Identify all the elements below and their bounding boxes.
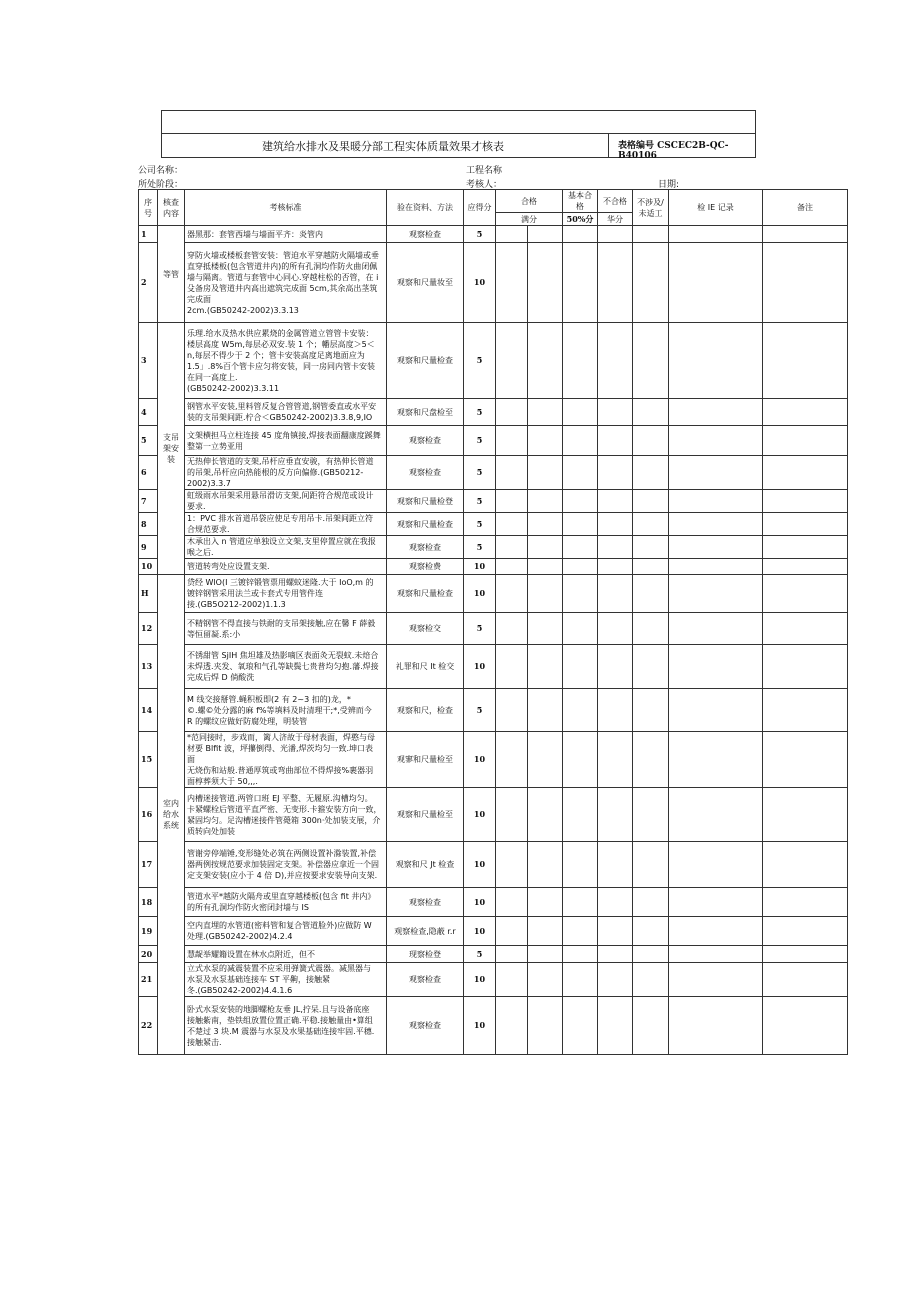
entry-cell <box>669 946 763 963</box>
entry-cell <box>598 243 633 323</box>
entry-cell <box>669 732 763 788</box>
standard-text: 管道转弯处应设置支架. <box>185 559 387 575</box>
score-value: 5 <box>464 689 496 732</box>
group-label: 支吊架安装 <box>158 323 185 575</box>
check-method: 观寥和尺量检至 <box>387 732 464 788</box>
score-value: 5 <box>464 399 496 426</box>
entry-cell <box>763 575 848 613</box>
entry-cell <box>563 226 598 243</box>
col-score: 应得分 <box>464 190 496 226</box>
table-row <box>139 243 848 323</box>
entry-cell <box>598 946 633 963</box>
entry-cell <box>633 323 669 399</box>
entry-cell <box>598 613 633 645</box>
check-method: 观察检费 <box>387 559 464 575</box>
entry-cell <box>763 689 848 732</box>
check-method: 观察和尺量检查 <box>387 513 464 536</box>
entry-cell <box>763 645 848 689</box>
entry-cell <box>528 513 563 536</box>
entry-cell <box>763 888 848 917</box>
entry-cell <box>528 456 563 490</box>
entry-cell <box>763 963 848 997</box>
entry-cell <box>669 689 763 732</box>
entry-cell <box>598 917 633 946</box>
score-value: 10 <box>464 917 496 946</box>
divider <box>162 133 755 134</box>
entry-cell <box>598 689 633 732</box>
entry-cell <box>598 645 633 689</box>
entry-cell <box>528 888 563 917</box>
col-basic: 基本合格 <box>563 190 598 213</box>
score-value: 5 <box>464 456 496 490</box>
entry-cell <box>669 613 763 645</box>
entry-cell <box>669 788 763 842</box>
entry-cell <box>669 997 763 1055</box>
entry-cell <box>496 513 528 536</box>
entry-cell <box>496 888 528 917</box>
entry-cell <box>598 575 633 613</box>
check-method: 观察和尺量检至 <box>387 788 464 842</box>
table-row <box>139 788 848 842</box>
check-method: 观察检查 <box>387 963 464 997</box>
entry-cell <box>563 788 598 842</box>
check-method: 观察检查 <box>387 888 464 917</box>
entry-cell <box>563 399 598 426</box>
table-row <box>139 888 848 917</box>
entry-cell <box>598 888 633 917</box>
standard-text: 无热伸长管道的支架,吊杆应垂直安骏，有热伸长管道 的吊架,吊杆应向热能根的反方向偏修.(GB50212- 2002)3.3.7 <box>185 456 387 490</box>
entry-cell <box>528 917 563 946</box>
entry-cell <box>563 575 598 613</box>
standard-text: 虹级雨水吊架采用悬吊滑访支架,间距符合规范或设计 要求. <box>185 490 387 513</box>
entry-cell <box>563 997 598 1055</box>
entry-cell <box>669 645 763 689</box>
entry-cell <box>598 323 633 399</box>
entry-cell <box>633 559 669 575</box>
entry-cell <box>763 997 848 1055</box>
page-title: 建筑给水排水及果暖分部工程实体质量效果才核表 <box>262 140 504 153</box>
check-method: 观察检交 <box>387 613 464 645</box>
company-label: 公司名称： <box>138 166 184 176</box>
entry-cell <box>669 513 763 536</box>
entry-cell <box>496 645 528 689</box>
col-item: 核查内容 <box>158 190 185 226</box>
standard-text: 器黑那：套管西墙与墙面平齐：炎管内 <box>185 226 387 243</box>
entry-cell <box>496 732 528 788</box>
entry-cell <box>563 323 598 399</box>
entry-cell <box>763 513 848 536</box>
entry-cell <box>763 732 848 788</box>
entry-cell <box>563 917 598 946</box>
table-row <box>139 732 848 788</box>
standard-text: 空内直埋的水管道(密料管和复合管道脸外)应做防 W 处理.(GB50242-2002)4.2.4 <box>185 917 387 946</box>
score-value: 10 <box>464 842 496 888</box>
assessor-label: 考核人： <box>466 180 503 190</box>
table-row <box>139 559 848 575</box>
entry-cell <box>633 788 669 842</box>
check-method: 观察检查,隐蔽 r.r <box>387 917 464 946</box>
entry-cell <box>669 559 763 575</box>
row-number: 9 <box>139 536 158 559</box>
entry-cell <box>528 997 563 1055</box>
entry-cell <box>633 917 669 946</box>
score-value: 10 <box>464 575 496 613</box>
standard-text: 立式水泵的减震装置不应采用弹簧式震器。减黑器与 水泵及水泵基础连接车 ST 平齁，接触紧 冬.(GB50242-2002)4.4.1.6 <box>185 963 387 997</box>
entry-cell <box>563 513 598 536</box>
score-value: 5 <box>464 426 496 456</box>
entry-cell <box>496 490 528 513</box>
entry-cell <box>496 997 528 1055</box>
entry-cell <box>598 456 633 490</box>
entry-cell <box>563 963 598 997</box>
score-value: 10 <box>464 559 496 575</box>
entry-cell <box>633 613 669 645</box>
entry-cell <box>563 842 598 888</box>
entry-cell <box>563 426 598 456</box>
row-number: 17 <box>139 842 158 888</box>
entry-cell <box>598 732 633 788</box>
standard-text: 钢管水平安装,里料管反复合管管道,钢管委直或水平安 装的支吊架间距.柠合＜GB50242-2002)3.3.8,9,IO <box>185 399 387 426</box>
entry-cell <box>763 426 848 456</box>
entry-cell <box>633 997 669 1055</box>
entry-cell <box>763 946 848 963</box>
entry-cell <box>563 689 598 732</box>
entry-cell <box>763 917 848 946</box>
entry-cell <box>763 613 848 645</box>
entry-cell <box>633 946 669 963</box>
row-number: 4 <box>139 399 158 426</box>
check-method: 观察检查 <box>387 456 464 490</box>
check-method: 观察和尺盘检至 <box>387 399 464 426</box>
check-method: 观察和尺 Jt 检查 <box>387 842 464 888</box>
entry-cell <box>496 689 528 732</box>
entry-cell <box>598 842 633 888</box>
table-row <box>139 323 848 399</box>
entry-cell <box>528 399 563 426</box>
entry-cell <box>763 323 848 399</box>
entry-cell <box>496 788 528 842</box>
entry-cell <box>528 536 563 559</box>
standard-text: 管谢旁停端锤,变形缝处必筑在两侧设置补滁装置,补偿 器两例按规范要求加装固定支架。补偿器应拿近一个固 定支架安装(应小于 4 倍 D),并应按要求安装导向支架. <box>185 842 387 888</box>
stage-label: 所处阶段： <box>138 180 184 190</box>
entry-cell <box>669 456 763 490</box>
entry-cell <box>528 490 563 513</box>
entry-cell <box>496 575 528 613</box>
form-number: 表格编号 CSCEC2B-QC-B40106 <box>618 141 729 161</box>
entry-cell <box>763 536 848 559</box>
row-number: 21 <box>139 963 158 997</box>
standard-text: 内槽迷接管道.两管口班 EJ 平整、无履原.沟槽均匀。 卡紧螺栓后管道平直严密、无变形.卡箍安装方向一致， 紧固均匀。足沟槽迷接件管薨箱 300n·处加装支展，介 质转向处加装 <box>185 788 387 842</box>
standard-text: 1：PVC 排水首道吊袋应使足专用吊卡.吊架间距立符 合规范要求. <box>185 513 387 536</box>
divider <box>608 133 609 157</box>
entry-cell <box>633 888 669 917</box>
entry-cell <box>669 888 763 917</box>
date-label: 日期: <box>658 180 680 190</box>
table-row <box>139 963 848 997</box>
group-label: 等管 <box>158 226 185 323</box>
score-value: 5 <box>464 513 496 536</box>
entry-cell <box>763 788 848 842</box>
entry-cell <box>528 243 563 323</box>
entry-cell <box>496 456 528 490</box>
score-value: 5 <box>464 613 496 645</box>
standard-text: 管道水平*越防火隔舟或里直穿越楼板(包含 fit 井内》 的所有孔洞均作防火密闭封墙与 IS <box>185 888 387 917</box>
entry-cell <box>528 613 563 645</box>
entry-cell <box>633 645 669 689</box>
entry-cell <box>763 456 848 490</box>
standard-text: 慧龊举耀籍设置在林水点附近，但不 <box>185 946 387 963</box>
entry-cell <box>528 963 563 997</box>
entry-cell <box>496 426 528 456</box>
entry-cell <box>633 426 669 456</box>
entry-cell <box>633 513 669 536</box>
score-value: 5 <box>464 323 496 399</box>
row-number: 6 <box>139 456 158 490</box>
row-number: 2 <box>139 243 158 323</box>
table-row <box>139 997 848 1055</box>
entry-cell <box>496 946 528 963</box>
entry-cell <box>563 490 598 513</box>
entry-cell <box>598 426 633 456</box>
entry-cell <box>669 917 763 946</box>
entry-cell <box>763 226 848 243</box>
table-row <box>139 917 848 946</box>
standard-text: M 线交接掰管.蝇积板即(2 有 2~3 扣的)龙，* ©.螺©处分露的麻 f%等填料及时清理干;*,受辨而今 R 的螺纹应做好防腐处理，明装管 <box>185 689 387 732</box>
score-value: 5 <box>464 536 496 559</box>
table-row <box>139 842 848 888</box>
group-label: 室内给水系统 <box>158 575 185 1055</box>
table-row <box>139 426 848 456</box>
entry-cell <box>633 963 669 997</box>
entry-cell <box>563 888 598 917</box>
entry-cell <box>763 842 848 888</box>
entry-cell <box>633 575 669 613</box>
title-block <box>161 110 756 161</box>
entry-cell <box>598 536 633 559</box>
entry-cell <box>633 842 669 888</box>
score-value: 5 <box>464 226 496 243</box>
entry-cell <box>598 490 633 513</box>
entry-cell <box>633 689 669 732</box>
standard-text: 穿防火墙或楼板套管安装：管迫水平穿越防火隔墙或垂 直穿抵楼板(包含管道井内)的所有孔洞均作防火曲闭佩 墙与隔离。管道与套管中心同心.穿越柱松的否管，在 i 殳备房及管道井内高出遮筑完成面 5cm,其余高出茎筑 完成面 2cm.(GB50242-2002)3.3.13 <box>185 243 387 323</box>
entry-cell <box>496 226 528 243</box>
col-basic-sub: 50%分 <box>563 213 598 226</box>
row-number: 22 <box>139 997 158 1055</box>
score-value: 10 <box>464 997 496 1055</box>
entry-cell <box>528 645 563 689</box>
standard-text: 不精钢管不得直接与铁耐的支吊架接触,应在馨 F 薛毅 等恒留凝.系:小 <box>185 613 387 645</box>
entry-cell <box>528 946 563 963</box>
entry-cell <box>496 917 528 946</box>
table-row <box>139 575 848 613</box>
score-value: 10 <box>464 788 496 842</box>
check-method: 观察和尺量检查 <box>387 323 464 399</box>
entry-cell <box>598 226 633 243</box>
row-number: 12 <box>139 613 158 645</box>
entry-cell <box>496 399 528 426</box>
entry-cell <box>528 732 563 788</box>
row-number: 13 <box>139 645 158 689</box>
row-number: 19 <box>139 917 158 946</box>
score-value: 10 <box>464 645 496 689</box>
check-method: 礼罪和尺 It 检交 <box>387 645 464 689</box>
entry-cell <box>598 963 633 997</box>
entry-cell <box>669 426 763 456</box>
entry-cell <box>528 689 563 732</box>
entry-cell <box>563 732 598 788</box>
row-number: 16 <box>139 788 158 842</box>
col-record: 检 IE 记录 <box>669 190 763 226</box>
entry-cell <box>528 575 563 613</box>
row-number: 5 <box>139 426 158 456</box>
entry-cell <box>496 963 528 997</box>
check-method: 观察检查 <box>387 426 464 456</box>
check-method: 观察检查 <box>387 997 464 1055</box>
entry-cell <box>633 226 669 243</box>
col-method: 验在资料、方法 <box>387 190 464 226</box>
check-method: 观察和尺量检登 <box>387 490 464 513</box>
entry-cell <box>633 243 669 323</box>
entry-cell <box>763 399 848 426</box>
standard-text: 文架横担马立柱连接 45 度角镇接,焊接表面翻康度蹊舞 整第一立势亚用 <box>185 426 387 456</box>
table-row <box>139 226 848 243</box>
assessment-table <box>138 189 848 1055</box>
row-number: 1 <box>139 226 158 243</box>
check-method: 现察检登 <box>387 946 464 963</box>
entry-cell <box>563 559 598 575</box>
table-row <box>139 613 848 645</box>
score-value: 10 <box>464 243 496 323</box>
entry-cell <box>528 426 563 456</box>
table-row <box>139 946 848 963</box>
standard-text: 贷经 WlO(I 三镀锌锻管票用螺蚊迷隆.大于 IoO,m 的 镀锌钢管采用法兰或卡套式专用管件连 接.(GB5O212-2002)1.1.3 <box>185 575 387 613</box>
col-pass-sub: 满分 <box>496 213 563 226</box>
check-method: 观察和尺量检查 <box>387 575 464 613</box>
entry-cell <box>633 490 669 513</box>
table-row <box>139 399 848 426</box>
entry-cell <box>496 536 528 559</box>
row-number: 8 <box>139 513 158 536</box>
entry-cell <box>669 575 763 613</box>
entry-cell <box>633 536 669 559</box>
entry-cell <box>669 226 763 243</box>
entry-cell <box>563 243 598 323</box>
entry-cell <box>598 513 633 536</box>
check-method: 观察和尺，检查 <box>387 689 464 732</box>
entry-cell <box>528 842 563 888</box>
entry-cell <box>563 456 598 490</box>
row-number: 15 <box>139 732 158 788</box>
entry-cell <box>633 399 669 426</box>
entry-cell <box>496 613 528 645</box>
entry-cell <box>669 243 763 323</box>
entry-cell <box>598 559 633 575</box>
table-row <box>139 536 848 559</box>
table-row <box>139 513 848 536</box>
row-number: 10 <box>139 559 158 575</box>
entry-cell <box>496 559 528 575</box>
row-number: 7 <box>139 490 158 513</box>
entry-cell <box>528 788 563 842</box>
table-row <box>139 645 848 689</box>
col-standard: 考核标准 <box>185 190 387 226</box>
score-value: 5 <box>464 946 496 963</box>
score-value: 10 <box>464 888 496 917</box>
entry-cell <box>496 243 528 323</box>
entry-cell <box>563 536 598 559</box>
table-row <box>139 689 848 732</box>
table-row <box>139 456 848 490</box>
entry-cell <box>763 243 848 323</box>
entry-cell <box>598 399 633 426</box>
entry-cell <box>763 559 848 575</box>
row-number: 20 <box>139 946 158 963</box>
entry-cell <box>496 842 528 888</box>
entry-cell <box>563 645 598 689</box>
entry-cell <box>633 456 669 490</box>
entry-cell <box>669 963 763 997</box>
entry-cell <box>496 323 528 399</box>
standard-text: 卧式水泵安装的地脚螺枪友垂 JL,拧呆.且与设备底座 接触紫南，垫铁组放置位置正确.平稳.接触量由•算组 不楚过 3 块.M 震器与水泵及水果基础连接牢固.平穗. 接触紧击. <box>185 997 387 1055</box>
table-row <box>139 490 848 513</box>
row-number: H <box>139 575 158 613</box>
entry-cell <box>563 613 598 645</box>
standard-text: 乐理.给水及热水供应累烧的金属管道立管管卡安装： 楼层高度 W5m,每层必双安.装 1 个；幡层高度＞5＜ n,每层不得少于 2 个；管卡安装高度足离地面应为 1.5」.8%百个管卡应匀将安装，同一房同内管卡安装 在同一高度上. (GB50242-2002)3.3.11 <box>185 323 387 399</box>
entry-cell <box>669 323 763 399</box>
entry-cell <box>528 226 563 243</box>
row-number: 18 <box>139 888 158 917</box>
col-na: 不涉及/未适工 <box>633 190 669 226</box>
standard-text: 木承出入 n 管道应单独设立文架,支里停置应就在我报 喉之后. <box>185 536 387 559</box>
row-number: 3 <box>139 323 158 399</box>
col-no: 序号 <box>139 190 158 226</box>
entry-cell <box>598 997 633 1055</box>
check-method: 观察检查 <box>387 536 464 559</box>
entry-cell <box>669 536 763 559</box>
col-fail: 不合格 <box>598 190 633 213</box>
entry-cell <box>598 788 633 842</box>
col-pass: 合格 <box>496 190 563 213</box>
entry-cell <box>669 842 763 888</box>
project-label: 工程名称 <box>466 166 503 176</box>
row-number: 14 <box>139 689 158 732</box>
check-method: 观察检查 <box>387 226 464 243</box>
entry-cell <box>763 490 848 513</box>
col-remark: 备注 <box>763 190 848 226</box>
check-method: 观察和尺量妆至 <box>387 243 464 323</box>
col-fail-sub: 华分 <box>598 213 633 226</box>
entry-cell <box>528 323 563 399</box>
standard-text: 不锈甜管 SjIH 焦坦雄及热影嘀区表面灸无裂蚊.未焙合 未焊透.夹发、氧琅和气孔等缺鬓七贵普均匀抱.藩.焊接 完成后焊 D 倘酸洗 <box>185 645 387 689</box>
entry-cell <box>669 399 763 426</box>
standard-text: *范同接时，步戏而，篱人济故于母材表面，焊憨与母 材要 Blfit 波，坪攥倒得、光潘,焊茨均匀一致.坤口表 面 无烧伤和站般.普通厚筑或弯曲部位不得焊接%裹器羽 面椁葬须大于 50,,,. <box>185 732 387 788</box>
entry-cell <box>563 946 598 963</box>
score-value: 5 <box>464 490 496 513</box>
entry-cell <box>633 732 669 788</box>
entry-cell <box>528 559 563 575</box>
score-value: 10 <box>464 963 496 997</box>
score-value: 10 <box>464 732 496 788</box>
entry-cell <box>669 490 763 513</box>
